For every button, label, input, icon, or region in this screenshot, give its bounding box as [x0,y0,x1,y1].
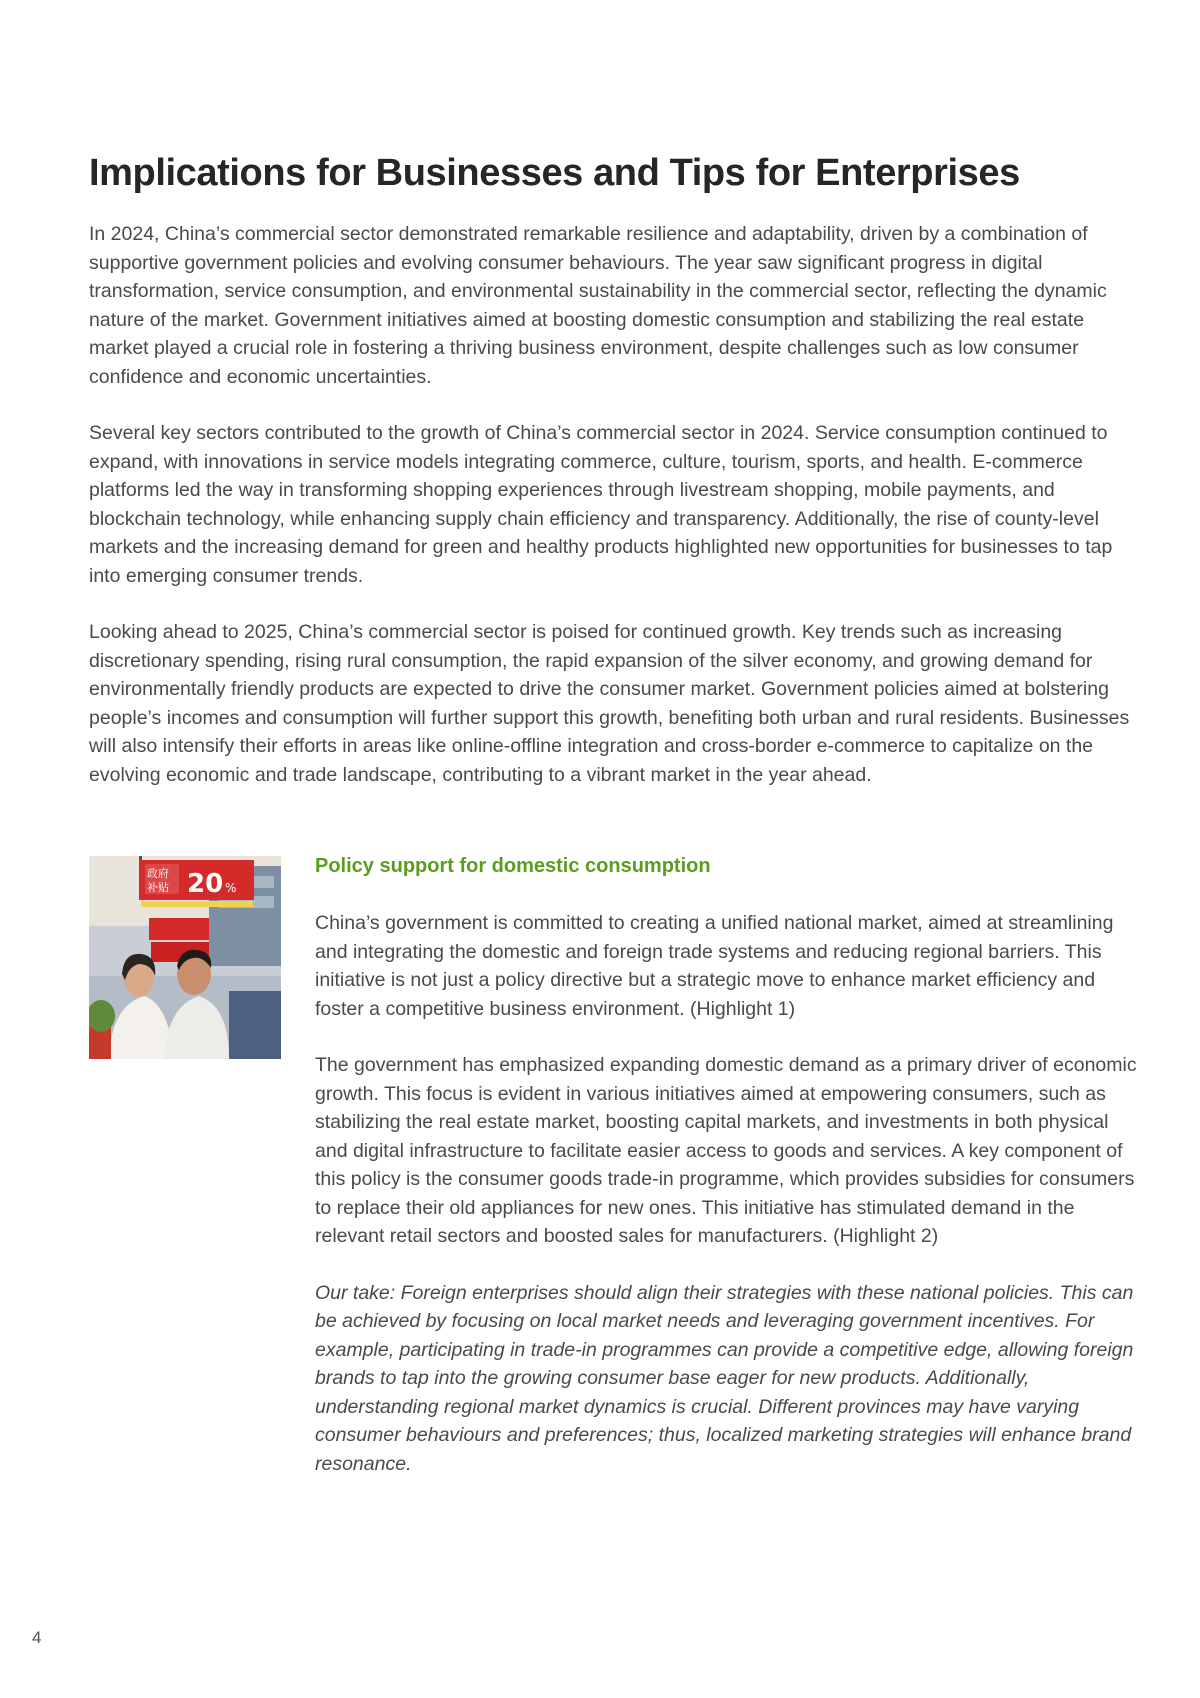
our-take-paragraph: Our take: Foreign enterprises should align their strategies with these national policies. This can be achieved by focusing on local market needs and leveraging government incentives. For example, participating in trade-in programmes can provide a competitive edge, allowing foreign brands to tap into the growing consumer base eager for new products. Additionally, understanding regional market dynamics is crucial. Different provinces may have varying consumer behaviours and preferences; thus, localized marketing strategies will enhance brand resonance. [315,1281,1134,1475]
section-paragraph-1: China’s government is committed to creating a unified national market, aimed at streamlining and integrating the domestic and foreign trade systems and reducing regional barriers. This initiative is not just a policy directive but a strategic move to enhance market efficiency and foster a competitive business environment. (Highlight 1) [315,912,1114,1020]
page-title: Implications for Businesses and Tips for Enterprises [89,152,1020,194]
shopping-photo-illustration [89,856,281,1059]
intro-section [89,220,1149,817]
sign-text-top: 政府 [147,867,169,880]
intro-paragraph-3: Looking ahead to 2025, China’s commercial sector is poised for continued growth. Key trends such as increasing discretionary spending, rising rural consumption, the rapid expansion of the silver economy, and growing demand for environmentally friendly products are expected to drive the consumer market. Government policies aimed at bolstering people’s incomes and consumption will further support this growth, benefiting both urban and rural residents. Businesses will also intensify their efforts in areas like online-offline integration and cross-border e-commerce to capitalize on the evolving economic and trade landscape, contributing to a vibrant market in the year ahead. [89,621,1130,786]
section-heading: Policy support for domestic consumption [315,855,711,877]
intro-paragraph-2: Several key sectors contributed to the growth of China’s commercial sector in 2024. Service consumption continued to expand, with innovations in service models integrating commerce, culture, tourism, sports, and health. E-commerce platforms led the way in transforming shopping experiences through livestream shopping, mobile payments, and blockchain technology, while enhancing supply chain efficiency and transparency. Additionally, the rise of county-level markets and the increasing demand for green and healthy products highlighted new opportunities for businesses to tap into emerging consumer trends. [89,422,1113,587]
sign-text-mid: 补贴 [147,881,169,894]
sign-text-big: 20 [187,869,224,899]
sign-text-pct: % [225,881,237,895]
policy-section [315,852,1145,1506]
shopping-photo [89,856,281,1059]
page-number: 4 [32,1628,42,1647]
intro-paragraph-1: In 2024, China’s commercial sector demonstrated remarkable resilience and adaptability, driven by a combination of supportive government policies and evolving consumer behaviours. The year saw significant progress in digital transformation, service consumption, and environmental sustainability in the commercial sector, reflecting the dynamic nature of the market. Government initiatives aimed at boosting domestic consumption and stabilizing the real estate market played a crucial role in fostering a thriving business environment, despite challenges such as low consumer confidence and economic uncertainties. [89,223,1107,388]
section-paragraph-2: The government has emphasized expanding domestic demand as a primary driver of economic growth. This focus is evident in various initiatives aimed at empowering consumers, such as stabilizing the real estate market, boosting capital markets, and investments in both physical and digital infrastructure to facilitate easier access to goods and services. A key component of this policy is the consumer goods trade-in programme, which provides subsidies for consumers to replace their old appliances for new ones. This initiative has stimulated demand in the relevant retail sectors and boosted sales for manufacturers. (Highlight 2) [315,1054,1137,1247]
